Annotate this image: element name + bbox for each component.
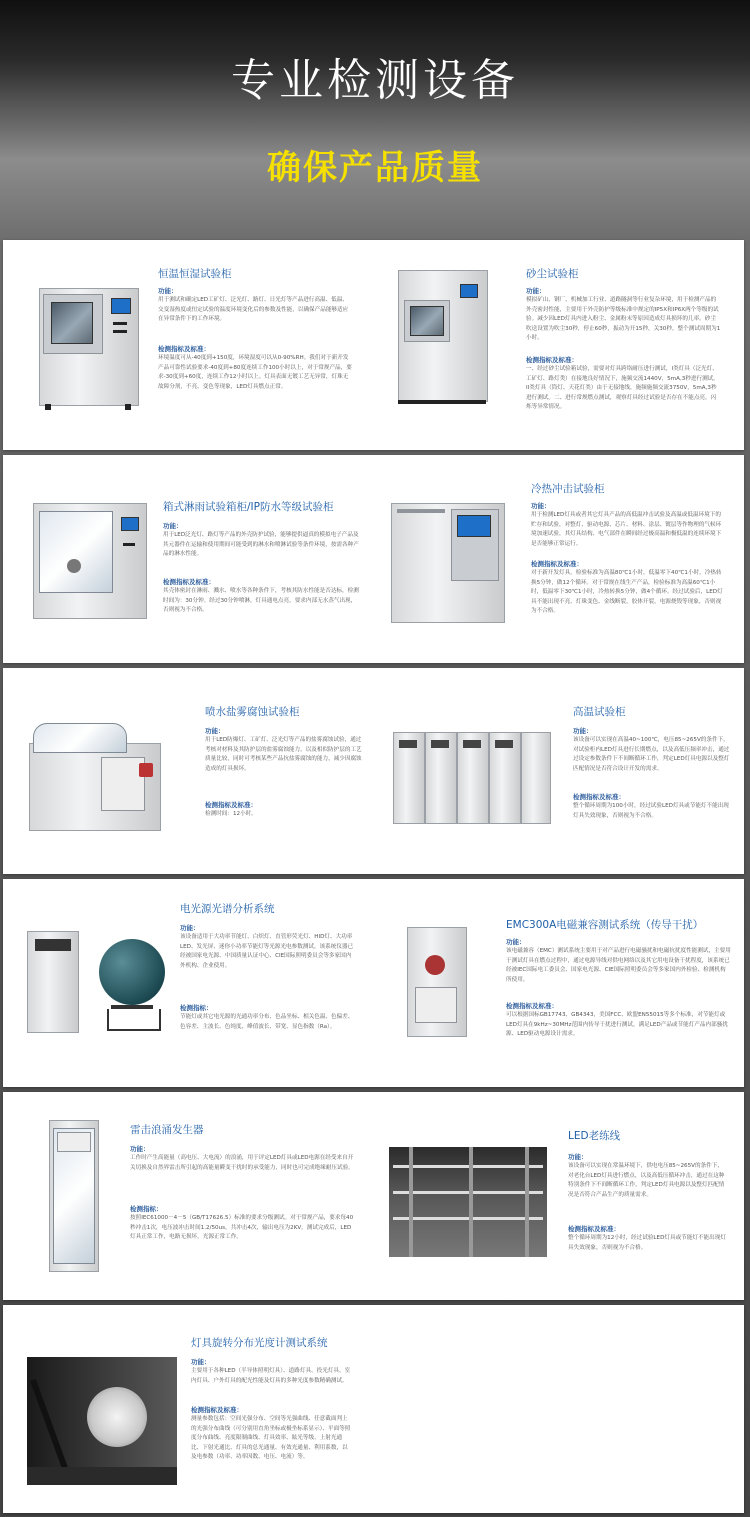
item-emc-system (378, 879, 744, 1087)
function-text: 用于LED防爆灯、工矿灯、泛光灯等产品的盐雾腐蚀试验，通过考核对材料及其防护层的盐雾腐蚀能力，以及相似防护层的工艺质量比较，同时可考核某些产品抗盐雾腐蚀的能力，减少因腐蚀造成的灯具损坏。 (205, 737, 362, 772)
function-text: 用于测试和确定LED工矿灯、泛光灯、路灯、日光灯等产品进行高温、低温、交变湿热度或恒定试验的温度环境变化后的参数及性能，以确保产品能够适应在异常条件下的工作环境。 (158, 297, 349, 323)
item-spectrum-system (3, 879, 373, 1087)
function-heading: 功能： (158, 287, 178, 295)
spec-heading: 检测指标及标准： (526, 356, 578, 364)
function-text: 主要用于各种LED（半导体照明灯具）、道路灯具、投光灯具、室内灯具、户外灯具的配光性能及灯具的多种光度参数精确测试。 (191, 1368, 351, 1384)
item-surge-generator (3, 1092, 373, 1300)
function-heading: 功能： (191, 1358, 211, 1366)
spec-heading: 检测指标及标准： (568, 1225, 620, 1233)
function-text: 该设备可以实现在常温环境下，供电电压85~265V的条件下，对老化台LED灯具进行燃点，以及高低压循环冲击，通过在这种特别条件下不间断循环工作，判定LED灯具电源以及整灯匹配情况是否符合产品生产的质量需求。 (568, 1163, 725, 1198)
spec-heading: 检测指标及标准： (158, 345, 210, 353)
spec-heading: 检测指标及标准： (531, 560, 583, 568)
function-text: 模拟矿山、钢厂、机械加工行业、道路隧洞等行业复杂环境，用于检测产品的外壳密封性能，主要用于外壳防护等级标准中规定的IP5X和IP6X两个等级的试验。减少因LED灯具内进入粉尘、金属粉末等原因造成灯具损坏的几率。砂尘吹送设置为吹尘30秒，停止60秒，振动为开15秒，关30秒，整个测试周期为1小时。 (526, 297, 721, 342)
item-aging-line (378, 1092, 744, 1300)
function-heading: 功能： (506, 938, 526, 946)
spec-text: 可以根据国标GB17743、GB4343，美国FCC、欧盟EN55015等多个标准，对节能灯或LED灯具在9kHz~30MHz范围内传导干扰进行测试，满足LED产品或节能灯产品内部骚扰源、LED驱动电源设计需求。 (506, 1012, 728, 1038)
spec-text: 整个循环周期为12小时，经过试验LED灯具或节能灯不能出现灯具失效现象，否则视为不合格。 (568, 1235, 726, 1251)
spec-text: 对于新开发灯具，检验标准为高温80℃1小时，低温零下40℃1小时，冷热转换5分钟，做12个循环。对于常规在线生产产品，检验标准为高温60℃1小时，低温零下30℃1小时，冷热转换5分钟，做4个循环。经过试验后，LED灯具不能出现不亮、灯珠变色、金线断裂，胶体开裂，电源烧毁等现象，否则视为不合格。 (531, 570, 723, 615)
function-text: 该设备可以实现在高温40~100℃，电压85~265V的条件下，对试验柜内LED灯具进行长期燃点，以及高低压频率冲击，通过过设定参数条件下不间断循环工作，判定LED灯具电源以及整灯匹配情况是否符合设计开发的需求。 (573, 737, 730, 772)
spec-text: 按照IEC61000－4－5（GB/T17626.5）标准的要求分级测试。对于常规产品，要求每40秒冲击1次，电压波冲击时间1.2/50us，共冲击4次，输出电压为2KV。测试完成后，LED灯具正常工作，电路无损坏，光源正常工作。 (130, 1215, 354, 1241)
item-goniophotometer (3, 1305, 744, 1513)
item-title: 雷击浪涌发生器 (130, 1124, 204, 1136)
spec-heading: 检测指标及标准： (191, 1406, 243, 1414)
spec-heading: 检测指标及标准： (573, 793, 625, 801)
function-heading: 功能： (180, 924, 200, 932)
spec-text: 环境温度可从-40度到+150度，环境湿度可以从0-90%RH。我们对于新开发产品可靠性试验要求-40度到+80度连续工作100小时以上，对于常规产品，要求-30度到+60度，连续工作12小时以上。灯具表面无镀工艺无异常，灯珠无故障分剂，不亮、变色等现象，LED灯具燃点正常。 (158, 355, 352, 390)
section-card-4 (3, 879, 744, 1087)
section-card-6 (3, 1305, 744, 1513)
function-text: 用于LED泛光灯、路灯等产品的外壳防护试验，能够提供逼真的模拟电子产品及其元器件在运输和使用期间可能受到的淋水和喷淋试验等条件环境，按需各种产品的淋水性能。 (163, 532, 359, 558)
section-card-5 (3, 1092, 744, 1300)
item-title: 恒温恒湿试验柜 (158, 268, 232, 280)
section-card-3 (3, 668, 744, 874)
spec-text: 一、经过砂尘试验箱试验，需要对灯具跨络耐压进行测试，I类灯具（泛光灯、工矿灯、路灯类）在接地良好情况下，施频交流1440V，5mA,3秒进行测试。II类灯具（筒灯、天花灯类）由于无接地线，施频施频交流3750V，5mA,3秒进行测试。二、进行常规燃点测试，观察灯具经过试验是否存在不能点亮，闪烁等异常情况。 (526, 366, 719, 411)
item-title: LED老练线 (568, 1130, 621, 1142)
spec-heading: 检测指标： (130, 1205, 163, 1213)
item-dust-chamber (378, 240, 744, 450)
item-salt-spray (3, 668, 373, 874)
spec-heading: 检测指标及标准： (205, 801, 257, 809)
item-title: 箱式淋雨试验箱柜/IP防水等级试验柜 (163, 501, 334, 513)
item-title: 电光源光谱分析系统 (180, 903, 275, 915)
function-text: 该设备适用于大功率节能灯、白炽灯、直管形荧光灯、HID灯、大功率LED、发光屏、迷你小功率节能灯等光源光电参数测试，该系统仪器已经被国家电光源、中国质量认证中心、CIE国际照明委员会等多家国内外机构、企业使用。 (180, 934, 354, 969)
item-thermal-shock (378, 455, 744, 663)
item-title: 高温试验柜 (573, 706, 626, 718)
section-card-2 (3, 455, 744, 663)
spec-text: 其壳体密封在淋雨、溅水、喷水等各种条件下，考核其防水性能是否达标，检测时间为：30分钟。经过30分钟喷淋，灯具通电点亮，要求内部无水蒸气出现，否则视为不合格。 (163, 588, 359, 614)
spec-heading: 检测指标： (180, 1004, 213, 1012)
function-heading: 功能： (531, 502, 551, 510)
function-text: 工作时产生高能量（高电压、大电流）的浪涌，用于评定LED灯具或LED电源在经受来自开关切换及自然界雷击所引起的高能量瞬变干扰时的承受能力，同时也可完成绝缘耐压试验。 (130, 1155, 354, 1171)
hero-banner (0, 0, 750, 240)
page-title: 专业检测设备 (231, 55, 519, 106)
function-heading: 功能： (205, 727, 225, 735)
item-title: 冷热冲击试验柜 (531, 483, 605, 495)
item-title: 喷水盐雾腐蚀试验柜 (205, 706, 300, 718)
item-rain-chamber (3, 455, 373, 663)
function-heading: 功能： (163, 522, 183, 530)
function-heading: 功能： (526, 287, 546, 295)
function-heading: 功能： (130, 1145, 150, 1153)
function-text: 该电磁兼容（EMC）测试系统主要用于对产品进行电磁骚扰和电磁抗扰度性能测试，主要用于测试灯具在燃点过程中，通过电源导线对供电网络以及其它用电设备干扰程度，该系统已经被IEC国际电工委员会、国家电光源、CIE国际照明委员会等多家国内外检验、检测机构所使用。 (506, 948, 731, 983)
item-title: 灯具旋转分布光度计测试系统 (191, 1337, 328, 1349)
function-text: 用于检测LED灯具或者其它灯具产品的高低温冲击试验及高温或低温环境下的贮存和试验，对整灯、驱动电源、芯片、材料、涂层、镀层等作物理的气候环境加速试验，其灯具结构、电气部件在瞬间经过极高温和极低温的连续环境下是否能够正常运行。 (531, 512, 722, 547)
spec-text: 整个循环周期为100小时，经过试验LED灯具或节能灯不能出现灯具失效现象，否则视为不合格。 (573, 803, 729, 819)
spec-text: 检测时间：12小时。 (205, 811, 257, 817)
spec-text: 节能灯或其它电光源的光通功率分布、色品坐标、相关色温、色偏差、色容差、主波长、色纯度、峰值波长、带宽、显色指数（Ra）。 (180, 1014, 354, 1030)
spec-heading: 检测指标及标准： (163, 578, 215, 586)
section-card-1 (3, 240, 744, 450)
item-high-temp (378, 668, 744, 874)
function-heading: 功能： (568, 1153, 588, 1161)
item-title: 砂尘试验柜 (526, 268, 579, 280)
item-title: EMC300A电磁兼容测试系统（传导干扰） (506, 919, 704, 931)
function-heading: 功能： (573, 727, 593, 735)
spec-text: 测量参数包括：空间光强分布、空间等光强曲线、任意截面判上的光强分布曲线（可分别用直角坐标或极坐标系显示）、平面等照度分布曲线、亮度限制曲线、灯具效率、眩光等级、上射光通比、下射光通比、灯具的总光通量、有效光通量、利用系数，以及电参数（功率、功率因数、电压、电流）等。 (191, 1416, 351, 1461)
page-subtitle: 确保产品质量 (267, 148, 483, 188)
item-humidity-chamber (3, 240, 373, 450)
spec-heading: 检测指标及标准： (506, 1002, 558, 1010)
